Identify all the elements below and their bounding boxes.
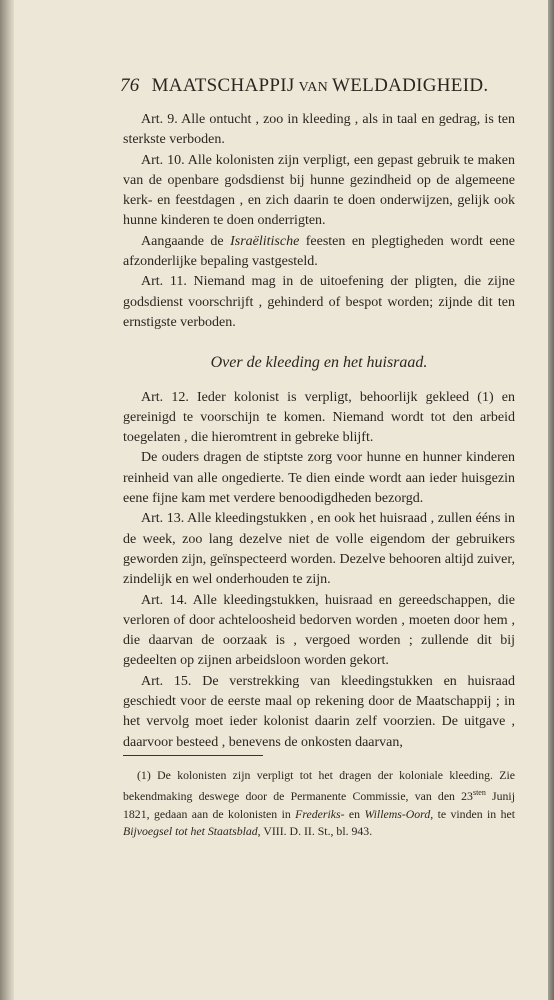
- header-title-3: WELDADIGHEID.: [332, 75, 489, 96]
- paragraph-art-11: Art. 11. Niemand mag in de uitoefening der pligten, die zijne godsdienst voorschrijft , gehinderd of bespot worden; zijnde dit ten ernstigste verboden.: [123, 274, 515, 330]
- paragraph-art-10: Art. 10. Alle kolonisten zijn verpligt, een gepast gebruik te maken van de openbare godsdienst bij hunne gezindheid op de algemeene kerk- en feestdagen , en zich daarin te doen onderwijzen, gelijk ook hunne kinderen te doen onderrigten.: [123, 152, 515, 229]
- running-header: [120, 75, 520, 97]
- paragraph-art-14: Art. 14. Alle kleedingstukken, huisraad en gereedschappen, die verloren of door achteloosheid bedorven worden , moeten door hem , die daarvan de oorzaak is , vergoed worden ; zullende dit bij gedeelten op zijnen arbeidsloon worden gekort.: [123, 592, 515, 669]
- paragraph-parents: De ouders dragen de stiptste zorg voor hunne en hunner kinderen reinheid van alle ongedierte. Te dien einde wordt aan ieder huisgezin eene fijne kam met verdere benoodigdheden bezorgd.: [123, 450, 515, 507]
- paragraph-israelitic: Aangaande de Israëlitische feesten en plegtigheden wordt eene afzonderlijke bepaling vastgesteld.: [123, 233, 515, 270]
- header-title-2: VAN: [298, 80, 329, 95]
- footnote-rule: [123, 755, 263, 756]
- section-heading: Over de kleeding en het huisraad.: [210, 354, 428, 372]
- page-body: [123, 110, 515, 753]
- footnote: [123, 767, 515, 841]
- page-edge: [548, 0, 554, 1000]
- book-gutter: [0, 0, 14, 1000]
- israelitic-word: Israëlitische: [230, 233, 300, 249]
- page-number: 76: [120, 75, 140, 96]
- paragraph-art-12: Art. 12. Ieder kolonist is verpligt, behoorlijk gekleed (1) en gereinigd te voorschijn te komen. Niemand wordt tot den arbeid toegelaten , die hieromtrent in gebreke blijft.: [123, 389, 515, 446]
- paragraph-art-13: Art. 13. Alle kleedingstukken , en ook het huisraad , zullen ééns in de week, zoo lang dezelve niet de volle eigendom der gebruikers geworden zijn, geïnspecteerd worden. Dezelve behooren altijd zuiver, zindelijk en wel onderhouden te zijn.: [123, 511, 515, 588]
- paragraph-art-9: Art. 9. Alle ontucht , zoo in kleeding , als in taal en gedrag, is ten sterkste verboden.: [123, 112, 515, 148]
- footnote-text: (1) De kolonisten zijn verpligt tot het dragen der koloniale kleeding. Zie bekendmaking deswege door de Permanente Commissie, van den $23^{sten}$ Junij 1821, gedaan aan de kolonisten in Frederiks- en Willems-Oord, te vinden in het Bijvoegsel tot het Staatsblad, VIII. D. II. St., bl. 943.: [123, 768, 515, 839]
- paragraph-art-15: Art. 15. De verstrekking van kleedingstukken en huisraad geschiedt voor de eerste maal op rekening door de Maatschappij ; in het vervolg moet ieder kolonist daarin zelf voorzien. De uitgave , daarvoor besteed , benevens de onkosten daarvan,: [123, 673, 515, 750]
- header-title-1: MAATSCHAPPIJ: [151, 75, 295, 96]
